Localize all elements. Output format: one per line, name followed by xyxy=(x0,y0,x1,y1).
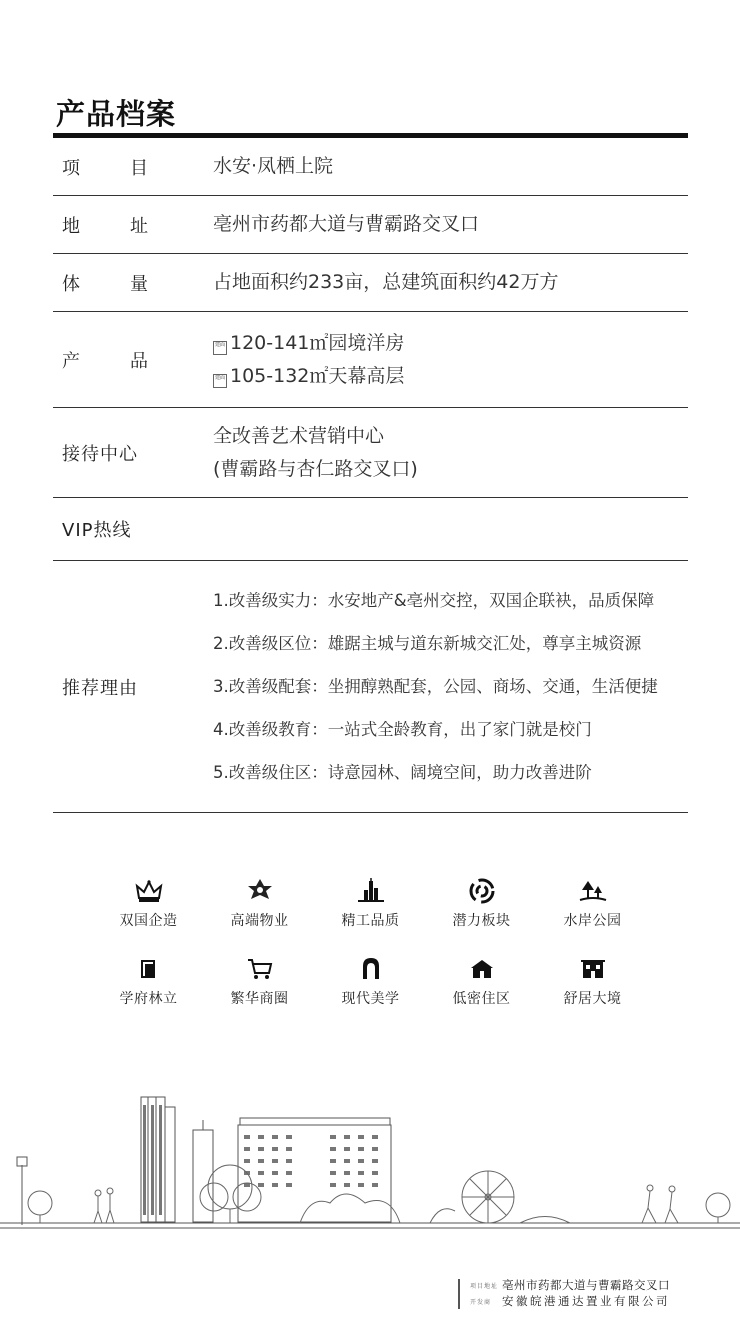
floor-area-icon: 建面 xyxy=(213,341,227,355)
feature-item: 舒居大境 xyxy=(537,956,648,1008)
feature-grid xyxy=(93,878,653,1008)
row-reception-label: 接待中心 xyxy=(62,443,138,465)
row-project xyxy=(53,138,688,196)
project-name: 水安·凤栖上院 xyxy=(213,155,334,177)
row-volume xyxy=(53,254,688,312)
swirl-icon xyxy=(467,878,497,904)
feature-item: 繁华商圈 xyxy=(204,956,315,1008)
row-reception xyxy=(53,408,688,498)
shopping-cart-icon xyxy=(245,956,275,982)
crown-icon xyxy=(134,878,164,904)
reason-item: 3.改善级配套：坐拥醇熟配套，公园、商场、交通，生活便捷 xyxy=(213,677,658,696)
footer-divider xyxy=(458,1279,460,1309)
reason-item: 1.改善级实力：水安地产&亳州交控，双国企联袂，品质保障 xyxy=(213,591,655,610)
reason-item: 5.改善级住区：诗意园林、阔境空间，助力改善进阶 xyxy=(213,763,592,782)
address-value: 亳州市药都大道与曹霸路交叉口 xyxy=(213,213,480,235)
row-project-label: 项 目 xyxy=(62,157,149,179)
feature-item: 双国企造 xyxy=(93,878,204,930)
villa-icon xyxy=(467,956,497,982)
volume-value: 占地面积约233亩，总建筑面积约42万方 xyxy=(213,271,559,293)
row-address-label: 地 址 xyxy=(62,215,149,237)
row-reasons xyxy=(53,561,688,813)
reasons-list xyxy=(213,579,658,794)
feature-item: 低密住区 xyxy=(426,956,537,1008)
product-line-2: 建面 105-132㎡天幕高层 xyxy=(214,364,405,387)
reason-item: 2.改善级区位：雄踞主城与道东新城交汇处，尊享主城资源 xyxy=(213,634,642,653)
house-icon xyxy=(578,956,608,982)
feature-item: 精工品质 xyxy=(315,878,426,930)
city-skyline-illustration xyxy=(0,1085,740,1250)
row-volume-label: 体 量 xyxy=(62,273,149,295)
row-vip-label: VIP热线 xyxy=(62,520,132,541)
park-tree-icon xyxy=(578,878,608,904)
feature-item: 水岸公园 xyxy=(537,878,648,930)
product-line-1: 建面 120-141㎡园境洋房 xyxy=(214,331,405,354)
row-reasons-label: 推荐理由 xyxy=(62,677,138,699)
feature-item: 高端物业 xyxy=(204,878,315,930)
footer-info xyxy=(458,1277,728,1309)
star-badge-icon xyxy=(245,878,275,904)
product-value xyxy=(213,327,404,393)
row-product-label: 产 品 xyxy=(62,350,149,372)
feature-item: 潜力板块 xyxy=(426,878,537,930)
row-product xyxy=(53,312,688,408)
page-title: 产品档案 xyxy=(56,97,177,131)
floor-area-icon: 建面 xyxy=(213,374,227,388)
feature-item: 学府林立 xyxy=(93,956,204,1008)
arch-icon xyxy=(356,956,386,982)
footer-address-row: 项目地址 亳州市药都大道与曹霸路交叉口 xyxy=(470,1278,670,1292)
reason-item: 4.改善级教育：一站式全龄教育，出了家门就是校门 xyxy=(213,720,592,739)
row-address xyxy=(53,196,688,254)
books-icon xyxy=(134,956,164,982)
row-vip xyxy=(53,498,688,561)
feature-item: 现代美学 xyxy=(315,956,426,1008)
tower-icon xyxy=(356,878,386,904)
footer-developer-row: 开发商 安徽皖港通达置业有限公司 xyxy=(470,1294,670,1308)
reception-value: 全改善艺术营销中心 (曹霸路与杏仁路交叉口) xyxy=(213,424,418,480)
